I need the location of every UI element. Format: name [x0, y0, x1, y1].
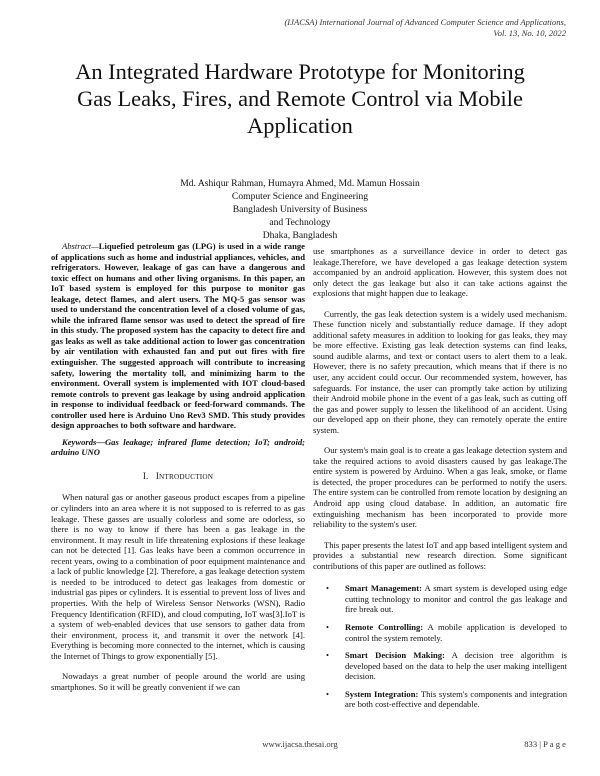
list-item — [313, 689, 567, 710]
bullet-icon: • — [326, 621, 330, 632]
paragraph: use smartphones as a surveillance device in order to detect gas leakage.Therefore, we have developed a gas leakage detection system accompanied by an android application. However, this system does not only detect the gas leakage but also it can take actions against the explosions that might happen due to leakage. — [313, 246, 567, 299]
list-item-label: Smart Decision Making: — [345, 650, 445, 661]
abstract — [51, 241, 305, 431]
paragraph: When natural gas or another gaseous product escapes from a pipeline or cylinders into an area where it is not supposed to is referred to as gas leakage. These gasses are usually colorless and some are odorless, so there is no way to know if there has been a gas leakage in the environment. It may result in life threatening explosions if these leakage can not be detected [1]. Gas leaks have been a common occurrence in recent years, owing to a combination of poor equipment maintenance and a lack of public knowledge [2]. Therefore, a gas leakage detection system is needed to be introduced to detect gas leakages from domestic or industrial gas pipes or cylinders. It is essential to prevent loss of lives and properties. With the help of Wireless Sensor Networks (WSN), Radio Frequency Identification (RFID), and cloud computing, IoT was[3].IoT is a system of web-enabled devices that use sensors to gather data from their environment, process it, and transmit it over the network [4]. Everything is becoming more connected to the internet, which is causing the Internet of Things to grow exponentially [5]. — [51, 492, 305, 661]
abstract-text: Liquefied petroleum gas (LPG) is used in a wide range of applications such as home and industrial appliances, vehicles, and refrigerators. However, leakage of gas can have a dangerous and toxic effect on humans and other living organisms. In this paper, an IoT based system is employed for this purpose to monitor gas leakage, detect flames, and alert users. The MQ-5 gas sensor was used to understand the concentration level of a closed volume of gas, while the infrared flame sensor was used to detect the spread of fire in this study. The proposed system has the capacity to detect fire and gas leaks as well as take additional action to lower gas concentration by air ventilation with exhausted fan and put out fires with fire extinguisher. The suggested approach will contribute to increasing safety, lowering the mortality toll, and minimizing harm to the environment. Overall system is implemented with IOT cloud-based remote controls to prevent gas leakage by using android application in response to individual feedback or feed-forward commands. The controller used here is Arduino Uno Rev3 SMD. This study provides design approaches to both software and hardware. — [51, 241, 305, 431]
list-item-label: System Integration: — [345, 688, 419, 699]
bullet-icon: • — [326, 583, 330, 594]
affiliation-line: and Technology — [269, 217, 331, 228]
page-number: 833 | P a g e — [524, 739, 566, 749]
paper-title — [40, 58, 560, 139]
section-heading — [51, 471, 305, 483]
paragraph: Nowadays a great number of people around the world are using smartphones. So it will be greatly convenient if we can — [51, 671, 305, 692]
section-number: I. — [142, 470, 149, 481]
left-column — [51, 241, 305, 692]
bullet-icon: • — [326, 688, 330, 699]
footer-url[interactable]: www.ijacsa.thesai.org — [262, 739, 338, 749]
list-item — [313, 650, 567, 682]
list-item-text: This system's components and integration are both cost-effective and dependable. — [345, 688, 567, 710]
list-item — [313, 583, 567, 615]
list-item-label: Remote Controlling: — [345, 621, 424, 632]
paragraph: This paper presents the latest IoT and app based intelligent system and provides a substantial new research direction. Some significant contributions of this paper are outlined as follows: — [313, 539, 567, 571]
paragraph: Our system's main goal is to create a gas leakage detection system and take the required actions to avoid disasters caused by gas leakage.The entire system is powered by Arduino. When a gas leak, smoke, or flame is detected, the proper procedures can be performed to notify the users. The entire system can be controlled from remote location by designing an Android app using cloud database. In addition, an automatic fire extinguishing mechanism has been incorporated to provide more reliability to the system's user. — [313, 445, 567, 530]
bullet-icon: • — [326, 650, 330, 661]
journal-name: (IJACSA) International Journal of Advanced Computer Science and Applications, — [284, 17, 566, 27]
affiliation-line: Dhaka, Bangladesh — [262, 230, 338, 241]
abstract-lead: Abstract— — [62, 241, 99, 251]
list-item-text: A smart system is developed using edge cutting technology to monitor and control the gas leakage and fire break out. — [345, 583, 568, 615]
section-title-rest: NTRODUCTION — [159, 472, 214, 481]
contribution-list — [313, 583, 567, 709]
right-column — [313, 246, 567, 717]
list-item-text: A mobile application is developed to control the system remotely. — [345, 621, 567, 643]
title-line: Application — [247, 113, 353, 138]
title-line: An Integrated Hardware Prototype for Monitoring — [75, 59, 525, 84]
author-names: Md. Ashiqur Rahman, Humayra Ahmed, Md. Mamun Hossain — [180, 178, 420, 189]
list-item — [313, 622, 567, 643]
section-title-first: I — [155, 470, 160, 481]
list-item-text: A decision tree algorithm is developed based on the data to help the user making intelligent decision. — [345, 650, 567, 682]
author-block — [40, 177, 560, 242]
list-item-label: Smart Management: — [345, 583, 422, 594]
affiliation-line: Computer Science and Engineering — [231, 191, 369, 202]
journal-header — [146, 17, 566, 39]
affiliation-line: Bangladesh University of Business — [232, 204, 368, 215]
paragraph: Currently, the gas leak detection system is a widely used mechanism. These function nicely and substantially reduce damage. If they adopt additional safety measures in addition to looking for gas leaks, they may be more effective. Existing gas leak detection systems can find leaks, sound audible alarms, and text or contact users to alert them to a leak. However, there is no safety precaution, which means that if there is no user, any accident could occur. Our recommended system, however, has safeguards. For instance, the user can promptly take action by utilizing their Android mobile phone in the event of a gas leak, such as cutting off the gas and power supply to lessen the likelihood of an accident. Using our developed app on their phone, they can remotely operate the entire system. — [313, 308, 567, 435]
title-line: Gas Leaks, Fires, and Remote Control via Mobile — [77, 86, 523, 111]
journal-volume: Vol. 13, No. 10, 2022 — [493, 28, 566, 38]
keywords: Keywords—Gas leakage; infrared flame detection; IoT; android; arduino UNO — [51, 436, 305, 458]
